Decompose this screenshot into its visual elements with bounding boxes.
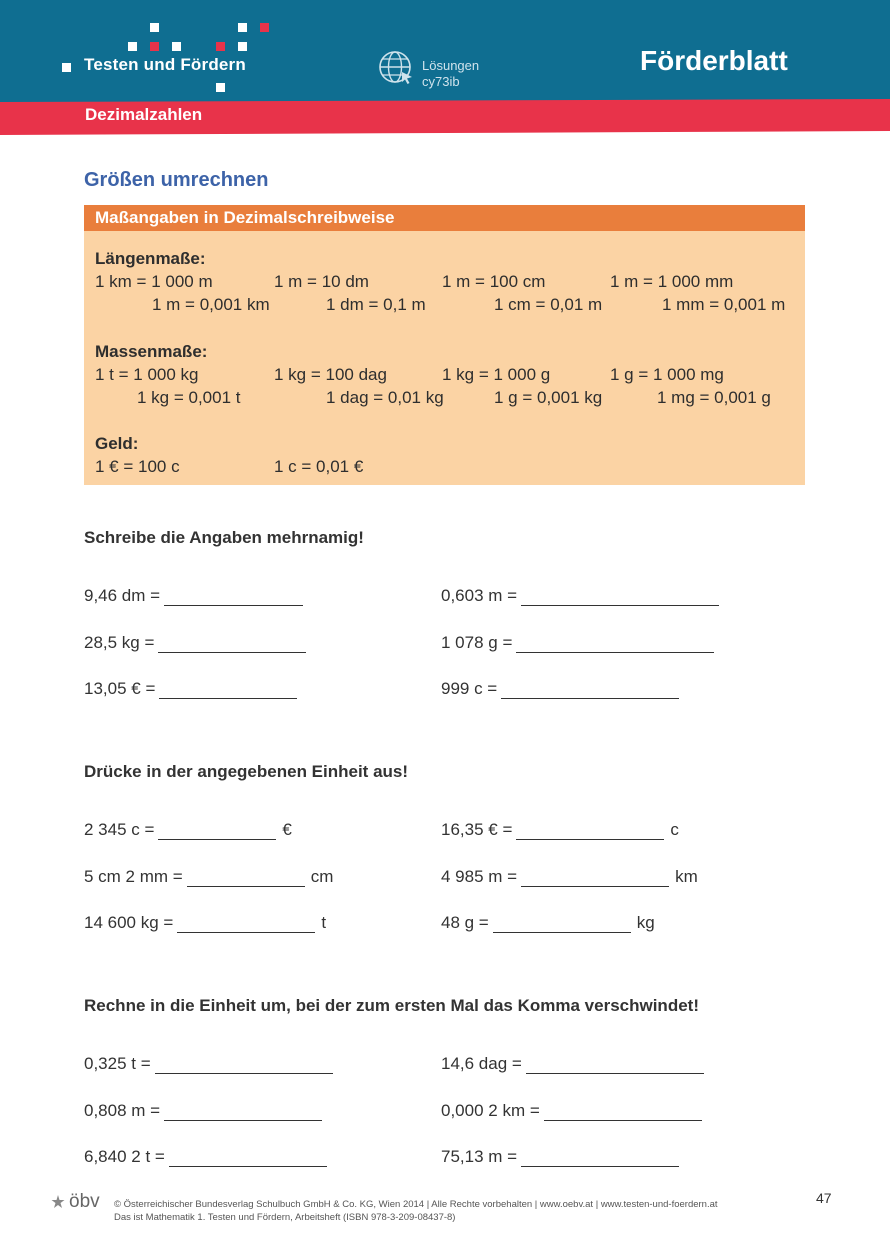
exercise3-heading: Rechne in die Einheit um, bei der zum ersten Mal das Komma verschwindet! bbox=[84, 996, 699, 1015]
answer-blank[interactable] bbox=[155, 1057, 333, 1074]
globe-icon[interactable] bbox=[378, 50, 416, 86]
oebv-logo bbox=[50, 1191, 100, 1213]
info-box-heading: Maßangaben in Dezimalschreibweise bbox=[95, 208, 395, 227]
answer-blank[interactable] bbox=[501, 682, 679, 699]
laenge-fact: 1 m = 0,001 km bbox=[152, 295, 270, 314]
masse-title: Massenmaße: bbox=[95, 342, 208, 361]
laenge-fact: 1 dm = 0,1 m bbox=[326, 295, 426, 314]
exercise3-item: 75,13 m = bbox=[441, 1147, 679, 1167]
section-title: Größen umrechnen bbox=[84, 169, 269, 191]
exercise1-heading: Schreibe die Angaben mehrnamig! bbox=[84, 528, 364, 547]
footer-isbn: Das ist Mathematik 1. Testen und Fördern, Arbeitsheft (ISBN 978-3-209-08437-8) bbox=[114, 1212, 456, 1223]
loesungen-code[interactable]: cy73ib bbox=[422, 74, 460, 89]
laenge-fact: 1 mm = 0,001 m bbox=[662, 295, 786, 314]
exercise2-heading: Drücke in der angegebenen Einheit aus! bbox=[84, 762, 409, 781]
geld-fact: 1 c = 0,01 € bbox=[274, 457, 364, 476]
page-number: 47 bbox=[816, 1190, 832, 1206]
exercise2-item: 2 345 c = € bbox=[84, 820, 292, 839]
answer-blank[interactable] bbox=[493, 916, 631, 933]
exercise1-item: 0,603 m = bbox=[441, 586, 719, 606]
masse-fact: 1 kg = 0,001 t bbox=[137, 388, 241, 407]
exercise3-item: 0,808 m = bbox=[84, 1101, 322, 1121]
loesungen-label[interactable]: Lösungen bbox=[422, 58, 480, 73]
laenge-fact: 1 m = 100 cm bbox=[442, 272, 546, 291]
answer-blank[interactable] bbox=[187, 870, 305, 887]
page-title: Förderblatt bbox=[640, 45, 788, 76]
exercise3-item: 0,325 t = bbox=[84, 1054, 333, 1074]
subject-label: Dezimalzahlen bbox=[85, 105, 203, 124]
answer-blank[interactable] bbox=[158, 636, 306, 653]
laenge-fact: 1 m = 1 000 mm bbox=[610, 272, 734, 291]
logo-squares bbox=[0, 0, 300, 100]
answer-blank[interactable] bbox=[164, 589, 303, 606]
exercise3-item: 0,000 2 km = bbox=[441, 1101, 702, 1121]
answer-blank[interactable] bbox=[159, 682, 297, 699]
answer-blank[interactable] bbox=[164, 1104, 322, 1121]
exercise3-item: 6,840 2 t = bbox=[84, 1147, 327, 1167]
footer-copyright: © Österreichischer Bundesverlag Schulbuch GmbH & Co. KG, Wien 2014 | Alle Rechte vorbehalten | www.oebv.at | www.testen-und-foerdern.at bbox=[114, 1199, 718, 1210]
logo-text: Testen und Fördern bbox=[84, 55, 246, 74]
exercise1-item: 999 c = bbox=[441, 679, 679, 699]
geld-title: Geld: bbox=[95, 434, 139, 453]
exercise2-item: 48 g = kg bbox=[441, 913, 655, 932]
answer-blank[interactable] bbox=[521, 870, 669, 887]
answer-blank[interactable] bbox=[521, 1150, 679, 1167]
masse-fact: 1 kg = 100 dag bbox=[274, 365, 387, 384]
exercise2-item: 4 985 m = km bbox=[441, 867, 698, 886]
answer-blank[interactable] bbox=[521, 589, 719, 606]
laenge-fact: 1 cm = 0,01 m bbox=[494, 295, 603, 314]
exercise2-item: 14 600 kg = t bbox=[84, 913, 327, 932]
exercise1-item: 9,46 dm = bbox=[84, 586, 303, 606]
oebv-brand: öbv bbox=[69, 1191, 100, 1212]
exercise2-item: 16,35 € = c bbox=[441, 820, 679, 839]
exercise1-item: 28,5 kg = bbox=[84, 633, 306, 653]
exercise1-item: 1 078 g = bbox=[441, 633, 714, 653]
masse-fact: 1 t = 1 000 kg bbox=[95, 365, 199, 384]
masse-fact: 1 dag = 0,01 kg bbox=[326, 388, 444, 407]
laenge-fact: 1 m = 10 dm bbox=[274, 272, 369, 291]
geld-fact: 1 € = 100 c bbox=[95, 457, 180, 476]
masse-fact: 1 g = 1 000 mg bbox=[610, 365, 724, 384]
exercise1-item: 13,05 € = bbox=[84, 679, 297, 699]
masse-fact: 1 kg = 1 000 g bbox=[442, 365, 551, 384]
answer-blank[interactable] bbox=[158, 823, 276, 840]
masse-fact: 1 g = 0,001 kg bbox=[494, 388, 603, 407]
exercise3-item: 14,6 dag = bbox=[441, 1054, 704, 1074]
answer-blank[interactable] bbox=[169, 1150, 327, 1167]
answer-blank[interactable] bbox=[516, 823, 664, 840]
laenge-title: Längenmaße: bbox=[95, 249, 206, 268]
laenge-fact: 1 km = 1 000 m bbox=[95, 272, 213, 291]
answer-blank[interactable] bbox=[177, 916, 315, 933]
answer-blank[interactable] bbox=[516, 636, 714, 653]
star-icon bbox=[50, 1194, 66, 1210]
masse-fact: 1 mg = 0,001 g bbox=[657, 388, 771, 407]
answer-blank[interactable] bbox=[544, 1104, 702, 1121]
answer-blank[interactable] bbox=[526, 1057, 704, 1074]
exercise2-item: 5 cm 2 mm = cm bbox=[84, 867, 334, 886]
